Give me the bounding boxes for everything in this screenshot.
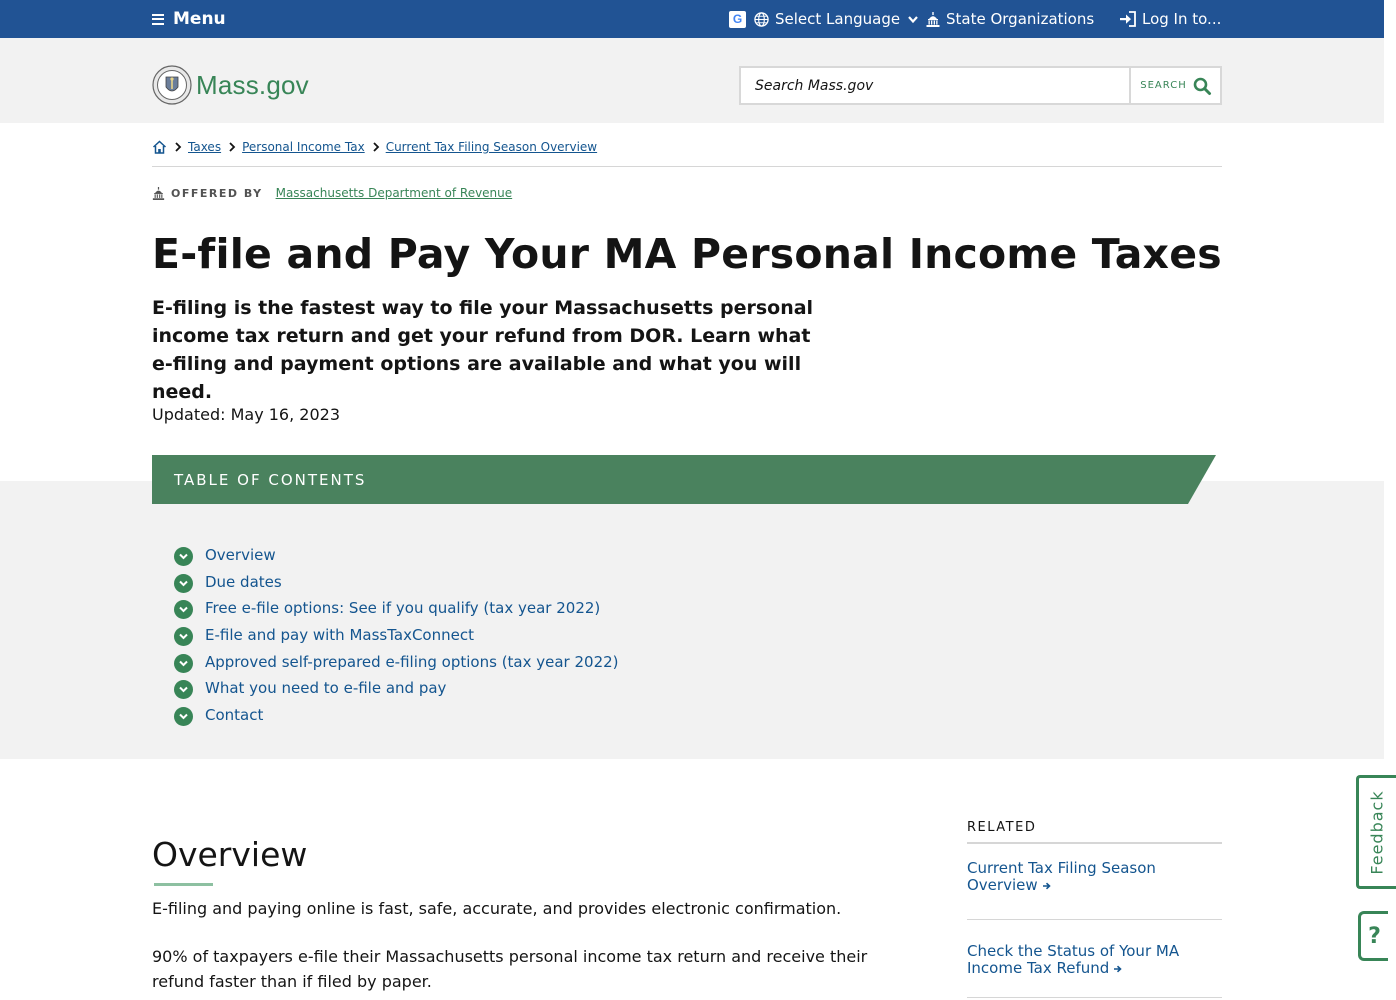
overview-underline <box>154 883 213 886</box>
search-form <box>739 66 1222 105</box>
state-seal-icon <box>152 65 192 105</box>
toc-item <box>174 702 619 729</box>
feedback-label: Feedback <box>1368 789 1388 875</box>
toc-item <box>174 675 619 702</box>
breadcrumb-personal-income-tax[interactable]: Personal Income Tax <box>242 140 365 154</box>
offered-by-label: OFFERED BY <box>171 186 263 200</box>
overview-heading: Overview <box>152 835 308 874</box>
arrow-right-icon <box>1114 965 1122 973</box>
related-divider <box>967 997 1222 998</box>
mass-gov-logo[interactable] <box>152 65 309 105</box>
page-title: E-file and Pay Your MA Personal Income Taxes <box>152 230 1222 278</box>
related-divider <box>967 919 1222 920</box>
overview-paragraph: 90% of taxpayers e-file their Massachusetts personal income tax return and receive their refund faster than if filed by paper. <box>152 947 868 991</box>
toc-link-overview[interactable]: Overview <box>205 546 276 565</box>
home-icon[interactable] <box>152 140 167 154</box>
toc-link-contact[interactable]: Contact <box>205 705 264 724</box>
toc-item <box>174 542 619 569</box>
site-header <box>0 38 1384 123</box>
updated-date: Updated: May 16, 2023 <box>152 405 340 424</box>
toc-item <box>174 569 619 596</box>
toc-link-free-efile[interactable]: Free e-file options: See if you qualify (tax year 2022) <box>205 599 601 618</box>
chevron-right-icon <box>372 142 380 152</box>
chevron-down-circle-icon <box>174 680 193 699</box>
toc-item <box>174 595 619 622</box>
utility-bar <box>0 0 1384 38</box>
menu-label: Menu <box>173 9 226 29</box>
logo-text: Mass.gov <box>196 69 309 100</box>
search-button[interactable] <box>1129 68 1220 103</box>
language-selector[interactable] <box>729 0 919 38</box>
related-link-label: Check the Status of Your MA Income Tax Refund <box>967 942 1180 977</box>
related-link-refund-status[interactable] <box>967 943 1187 977</box>
globe-icon <box>754 12 769 27</box>
toc-link-what-you-need[interactable]: What you need to e-file and pay <box>205 679 447 698</box>
overview-paragraph: E-filing and paying online is fast, safe, accurate, and provides electronic confirmation. <box>152 899 842 918</box>
login-label: Log In to... <box>1142 10 1222 28</box>
toc-title: TABLE OF CONTENTS <box>174 471 367 489</box>
page-lede: E-filing is the fastest way to file your Massachusetts personal income tax return and get your refund from DOR. Learn what e-filing and payment options are available and what you will need. <box>152 297 814 403</box>
chevron-down-circle-icon <box>174 707 193 726</box>
question-mark-icon: ? <box>1368 923 1381 949</box>
sign-in-icon <box>1119 11 1137 27</box>
toc-item <box>174 648 619 675</box>
related-link-label: Current Tax Filing Season Overview <box>967 859 1156 894</box>
chevron-down-circle-icon <box>174 600 193 619</box>
hamburger-icon <box>152 14 164 25</box>
help-button[interactable] <box>1358 911 1388 961</box>
state-organizations-button[interactable] <box>926 0 1094 38</box>
offered-by-org-link[interactable]: Massachusetts Department of Revenue <box>275 186 513 200</box>
toc-link-due-dates[interactable]: Due dates <box>205 572 282 591</box>
toc-item <box>174 622 619 649</box>
breadcrumb-current-season[interactable]: Current Tax Filing Season Overview <box>385 140 598 154</box>
breadcrumb-divider <box>152 166 1222 167</box>
offered-by <box>152 186 512 200</box>
chevron-right-icon <box>174 142 182 152</box>
google-translate-icon: G <box>729 11 746 28</box>
state-organizations-label: State Organizations <box>946 10 1095 28</box>
search-icon <box>1193 77 1211 95</box>
chevron-down-icon <box>907 13 919 25</box>
feedback-tab[interactable] <box>1356 775 1396 889</box>
related-heading: RELATED <box>967 820 1037 835</box>
related-link-season-overview[interactable] <box>967 860 1187 894</box>
breadcrumb-taxes[interactable]: Taxes <box>188 140 222 154</box>
capitol-building-icon <box>926 12 940 27</box>
chevron-down-circle-icon <box>174 654 193 673</box>
chevron-down-circle-icon <box>174 627 193 646</box>
related-divider <box>967 842 1222 844</box>
toc-link-approved-options[interactable]: Approved self-prepared e-filing options (tax year 2022) <box>205 652 619 671</box>
breadcrumb <box>152 138 597 156</box>
chevron-right-icon <box>228 142 236 152</box>
chevron-down-circle-icon <box>174 547 193 566</box>
login-button[interactable] <box>1119 0 1221 38</box>
menu-button[interactable] <box>152 0 226 38</box>
toc-list <box>174 542 619 728</box>
search-input[interactable] <box>741 68 1129 103</box>
capitol-building-icon <box>152 187 165 200</box>
arrow-right-icon <box>1043 882 1051 890</box>
search-button-label: SEARCH <box>1140 80 1187 91</box>
language-label: Select Language <box>775 10 901 28</box>
toc-link-masstaxconnect[interactable]: E-file and pay with MassTaxConnect <box>205 626 474 645</box>
chevron-down-circle-icon <box>174 574 193 593</box>
